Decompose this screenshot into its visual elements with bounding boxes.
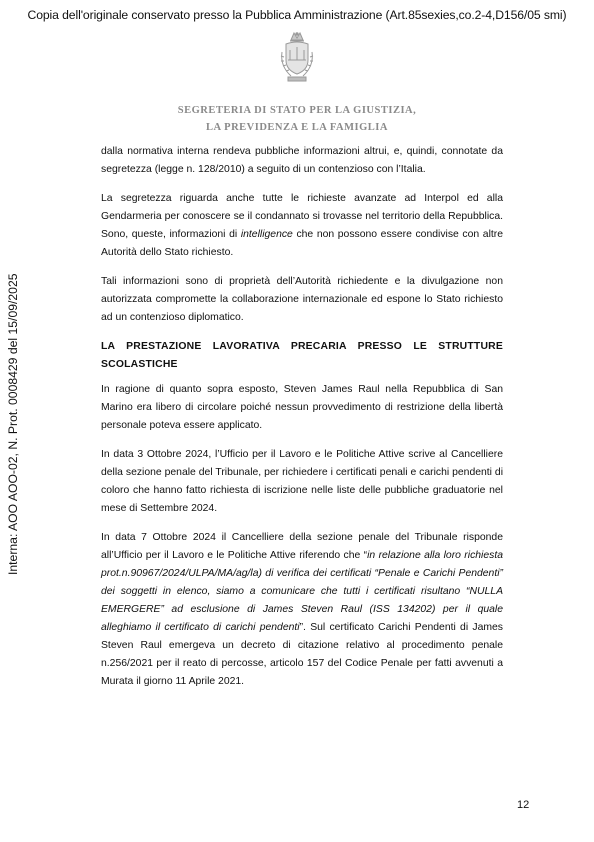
paragraph-3: Tali informazioni sono di proprietà dell’Autorità richiedente e la divulgazione non autorizzata compromette la collaborazione internazionale ed espone lo Stato richiesto ad un contenzioso diplomatico. xyxy=(101,276,503,323)
section-heading: LA PRESTAZIONE LAVORATIVA PRECARIA PRESSO LE STRUTTURE SCOLASTICHE xyxy=(101,341,503,370)
coat-of-arms-icon xyxy=(277,30,317,86)
document-body xyxy=(101,143,503,702)
protocol-stamp-text: Interna: AOO AOO-02, N. Prot. 0008429 del 15/09/2025 xyxy=(6,273,20,575)
paragraph-6: In data 7 Ottobre 2024 il Cancelliere della sezione penale del Tribunale risponde all’Ufficio per il Lavoro e le Politiche Attive riferendo che “in relazione alla loro richiesta prot.n.90967/2024/ULPA/MA/ag/la) di verifica dei certificati “Penale e Carichi Pendenti” dei soggetti in elenco, siamo a comunicare che tutti i certificati risultano “NULLA EMERGERE” ad esclusione di James Steven Raul (ISS 134202) per il quale alleghiamo il certificato di carichi pendenti”. Sul certificato Carichi Pendenti di James Steven Raul emergeva un decreto di citazione relativo al procedimento penale n.256/2021 per il reato di percosse, articolo 157 del Codice Penale per fatti avvenuti a Murata il giorno 11 Aprile 2021. xyxy=(101,532,503,687)
ministry-header-line-1: SEGRETERIA DI STATO PER LA GIUSTIZIA, xyxy=(177,105,417,116)
protocol-stamp xyxy=(6,270,20,575)
ministry-header-line-2: LA PREVIDENZA E LA FAMIGLIA xyxy=(206,122,388,133)
archival-copy-stamp: Copia dell'originale conservato presso la Pubblica Amministrazione (Art.85sexies,co.2-4,D156/05 smi) xyxy=(27,8,567,22)
paragraph-2: La segretezza riguarda anche tutte le richieste avanzate ad Interpol ed alla Gendarmeria per conoscere se il condannato si trovasse nel territorio della Repubblica. Sono, queste, informazioni di intelligence che non possono essere condivise con altre Autorità dello Stato richiesto. xyxy=(101,193,504,258)
ministry-header xyxy=(0,102,594,136)
paragraph-5: In data 3 Ottobre 2024, l’Ufficio per il Lavoro e le Politiche Attive scrive al Cancelliere della sezione penale del Tribunale, per richiedere i certificati penali e carichi pendenti di coloro che hanno fatto richiesta di iscrizione nelle liste delle pubbliche graduatorie nel mese di Settembre 2024. xyxy=(101,449,503,514)
page-number: 12 xyxy=(517,799,530,811)
paragraph-4: In ragione di quanto sopra esposto, Steven James Raul nella Repubblica di San Marino era libero di circolare poiché nessun provvedimento di restrizione della libertà personale poteva essere applicato. xyxy=(101,384,503,431)
paragraph-1: dalla normativa interna rendeva pubbliche informazioni altrui, e, quindi, connotate da segretezza (legge n. 128/2010) a seguito di un contenzioso con l’Italia. xyxy=(101,146,503,175)
